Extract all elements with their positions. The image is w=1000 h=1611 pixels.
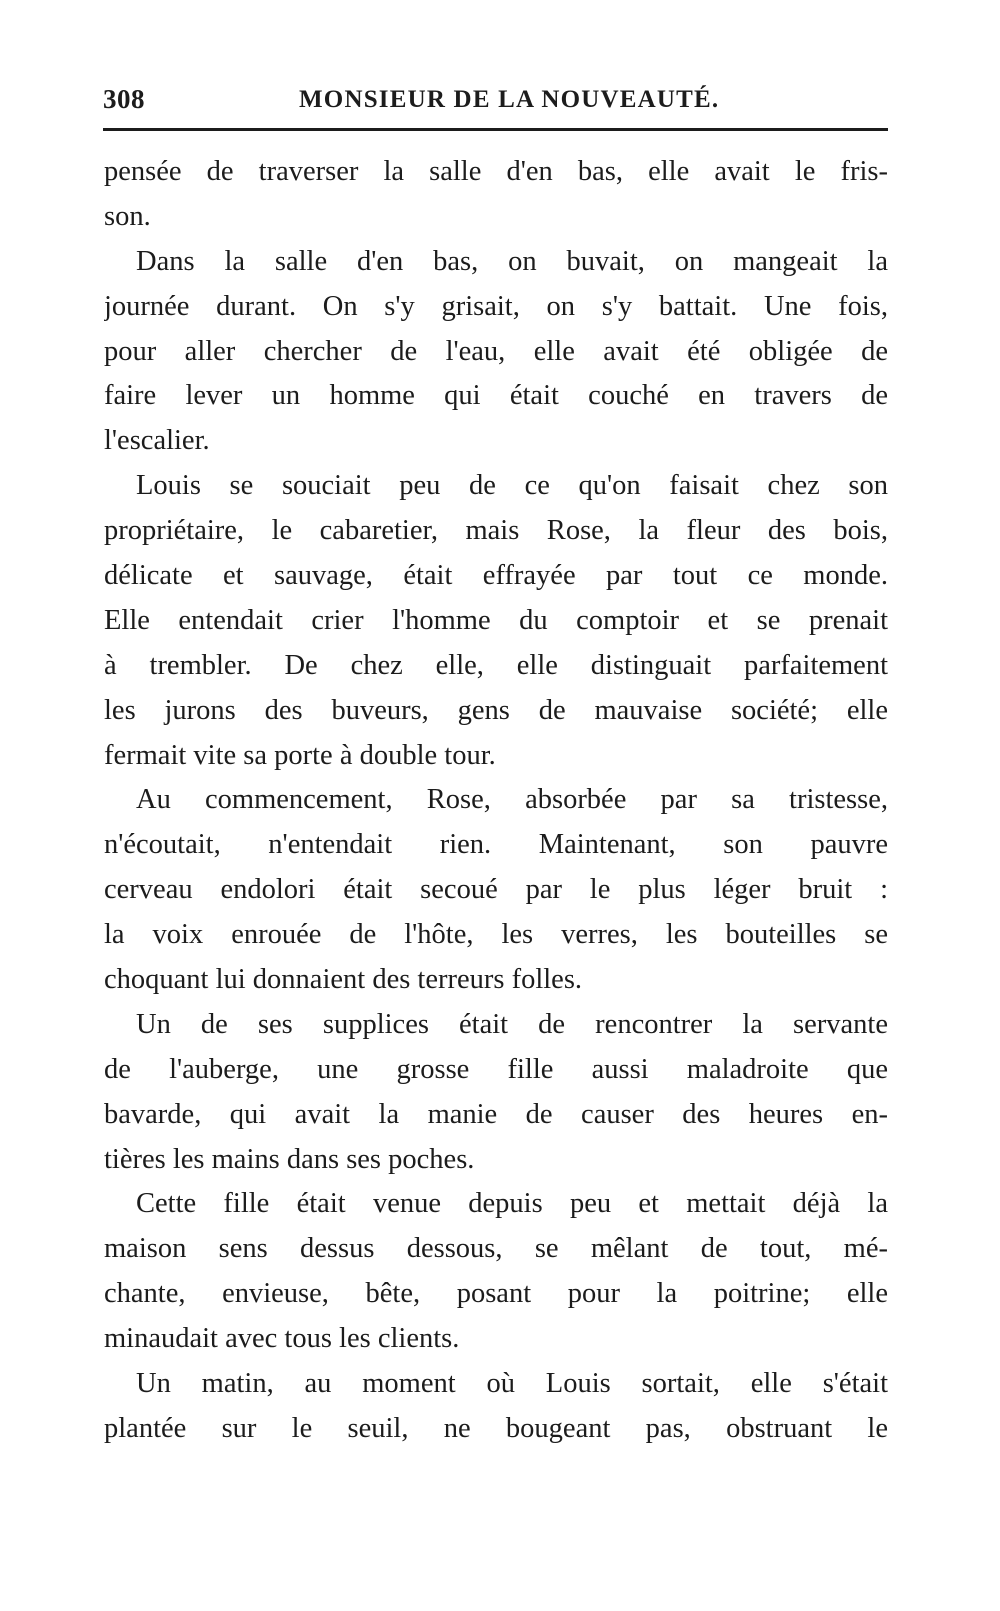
text-line: Un matin, au moment où Louis sortait, elle s'était — [136, 1368, 888, 1400]
text-line: l'escalier. — [104, 425, 210, 457]
text-line: chante, envieuse, bête, posant pour la poitrine; elle — [104, 1278, 888, 1310]
text-line: les jurons des buveurs, gens de mauvaise société; elle — [104, 694, 888, 726]
text-line: propriétaire, le cabaretier, mais Rose, la fleur des bois, — [104, 515, 888, 547]
text-line: Louis se souciait peu de ce qu'on faisait chez son — [136, 470, 888, 502]
running-title: MONSIEUR DE LA NOUVEAUTÉ. — [299, 86, 720, 113]
text-line: Au commencement, Rose, absorbée par sa tristesse, — [136, 784, 888, 816]
text-line: Cette fille était venue depuis peu et mettait déjà la — [136, 1188, 888, 1220]
body-text — [104, 150, 888, 1452]
text-line: minaudait avec tous les clients. — [104, 1323, 460, 1355]
text-line: plantée sur le seuil, ne bougeant pas, obstruant le — [104, 1412, 888, 1444]
text-line: Elle entendait crier l'homme du comptoir et se prenait — [104, 604, 888, 636]
text-line: tières les mains dans ses poches. — [104, 1143, 475, 1175]
text-line: choquant lui donnaient des terreurs folles. — [104, 964, 583, 996]
text-line: la voix enrouée de l'hôte, les verres, les bouteilles se — [104, 919, 888, 951]
text-line: n'écoutait, n'entendait rien. Maintenant, son pauvre — [104, 829, 888, 861]
text-line: maison sens dessus dessous, se mêlant de tout, mé- — [104, 1233, 888, 1265]
page-number: 308 — [103, 84, 145, 114]
text-line: de l'auberge, une grosse fille aussi maladroite que — [104, 1053, 888, 1085]
text-line: à trembler. De chez elle, elle distinguait parfaitement — [104, 649, 888, 681]
text-line: journée durant. On s'y grisait, on s'y battait. Une fois, — [104, 290, 888, 322]
text-line: son. — [104, 200, 151, 232]
text-line: bavarde, qui avait la manie de causer des heures en- — [104, 1098, 888, 1130]
text-line: fermait vite sa porte à double tour. — [104, 739, 496, 771]
text-line: cerveau endolori était secoué par le plus léger bruit : — [104, 874, 888, 906]
text-line: faire lever un homme qui était couché en travers de — [104, 380, 888, 412]
text-line: Dans la salle d'en bas, on buvait, on mangeait la — [136, 245, 888, 277]
text-line: pour aller chercher de l'eau, elle avait été obligée de — [104, 335, 888, 367]
text-line: délicate et sauvage, était effrayée par tout ce monde. — [104, 560, 888, 592]
running-head — [103, 78, 888, 118]
header-rule — [103, 128, 888, 131]
text-line: pensée de traverser la salle d'en bas, elle avait le fris- — [104, 156, 888, 187]
text-line: Un de ses supplices était de rencontrer la servante — [136, 1008, 888, 1040]
